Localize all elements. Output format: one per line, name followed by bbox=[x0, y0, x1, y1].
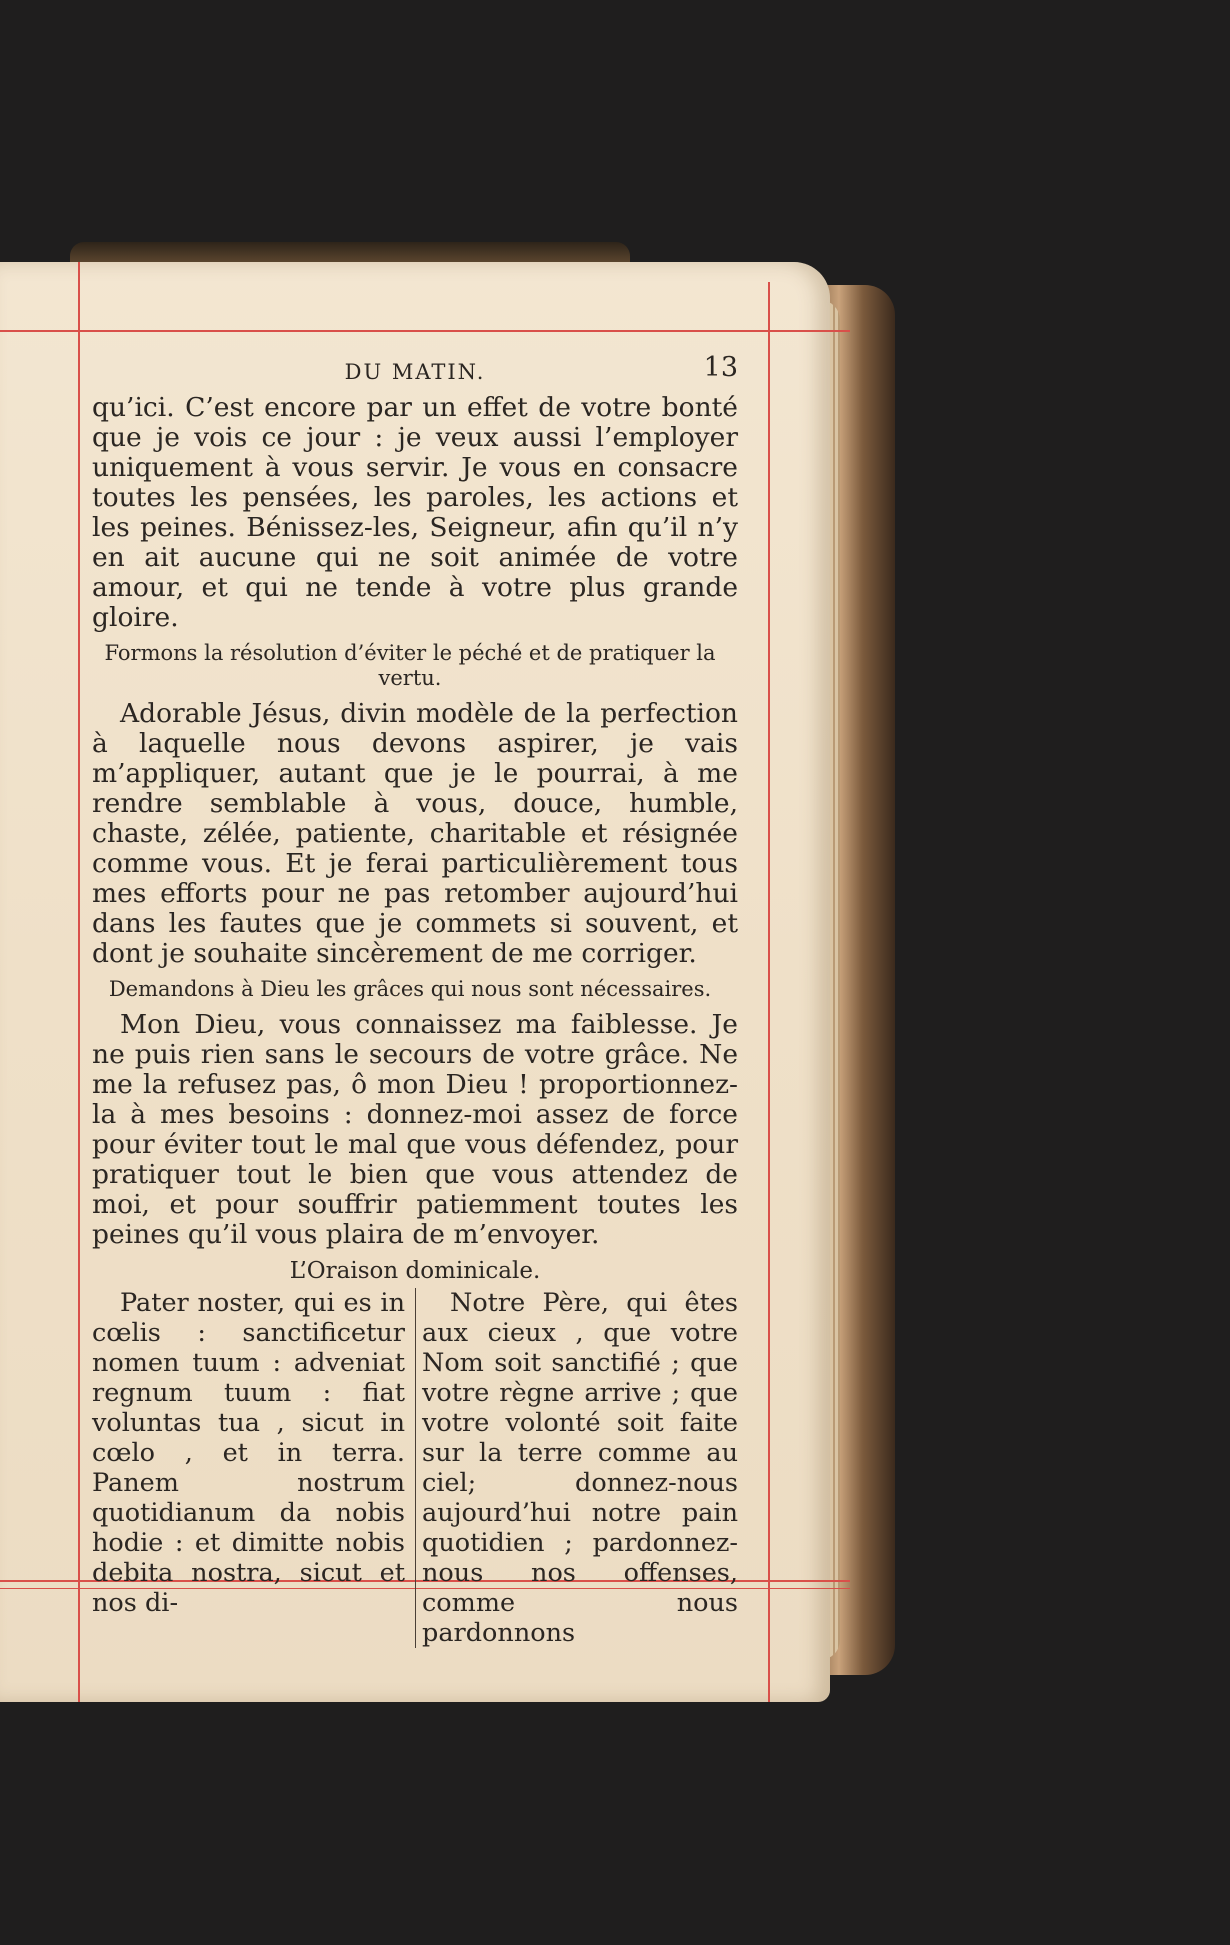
page-text bbox=[92, 352, 738, 1648]
running-title: DU MATIN. bbox=[344, 360, 486, 384]
paragraph-mon-dieu: Mon Dieu, vous connaissez ma faiblesse. Je ne puis rien sans le secours de votre grâce. Ne me la refusez pas, ô mon Dieu ! proportionnez-la à mes besoins : donnez-moi assez de force pour éviter tout le mal que vous défendez, pour pratiquer tout le bien que vous attendez de moi, et pour souffrir patiemment toutes les peines qu’il vous plaira de m’envoyer. bbox=[92, 1009, 738, 1250]
latin-column bbox=[92, 1288, 415, 1648]
french-text: Notre Père, qui êtes aux cieux , que votre Nom soit sanctifié ; que votre règne arrive ; que votre volonté soit faite sur la terre comme au ciel; donnez-nous aujourd’hui notre pain quotidien ; pardonnez-nous nos offenses, comme nous pardonnons bbox=[422, 1288, 738, 1648]
rubric-graces: Demandons à Dieu les grâces qui nous sont nécessaires. bbox=[108, 977, 712, 1001]
red-rule-left bbox=[78, 262, 80, 1702]
paragraph-adorable-jesus: Adorable Jésus, divin modèle de la perfection à laquelle nous devons aspirer, je vais m’appliquer, autant que je le pourrai, à me rendre semblable à vous, douce, humble, chaste, zélée, patiente, charitable et résignée comme vous. Et je ferai particulièrement tous mes efforts pour ne pas retomber aujourd’hui dans les fautes que je commets si souvent, et dont je souhaite sincèrement de me corriger. bbox=[92, 698, 738, 969]
red-rule-top bbox=[0, 330, 850, 332]
red-rule-right bbox=[768, 282, 770, 1702]
rubric-resolution: Formons la résolution d’éviter le péché et de pratiquer la vertu. bbox=[104, 641, 716, 690]
section-caption: L’Oraison dominicale. bbox=[289, 1258, 541, 1284]
french-column bbox=[415, 1288, 738, 1648]
page-number: 13 bbox=[703, 352, 738, 383]
prayer-columns bbox=[92, 1288, 738, 1648]
running-head bbox=[92, 352, 738, 389]
paragraph-continuation: qu’ici. C’est encore par un effet de votre bonté que je vois ce jour : je veux aussi l’employer uniquement à vous servir. Je vous en consacre toutes les pensées, les paroles, les actions et les peines. Bénissez-les, Seigneur, afin qu’il n’y en ait aucune qui ne soit animée de votre amour, et qui ne tende à votre plus grande gloire. bbox=[92, 392, 738, 633]
latin-text: Pater noster, qui es in cœlis : sanctificetur nomen tuum : adveniat regnum tuum : fiat voluntas tua , sicut in cœlo , et in terra. Panem nostrum quotidianum da nobis hodie : et dimitte nobis debita nostra, sicut et nos di- bbox=[92, 1288, 405, 1618]
